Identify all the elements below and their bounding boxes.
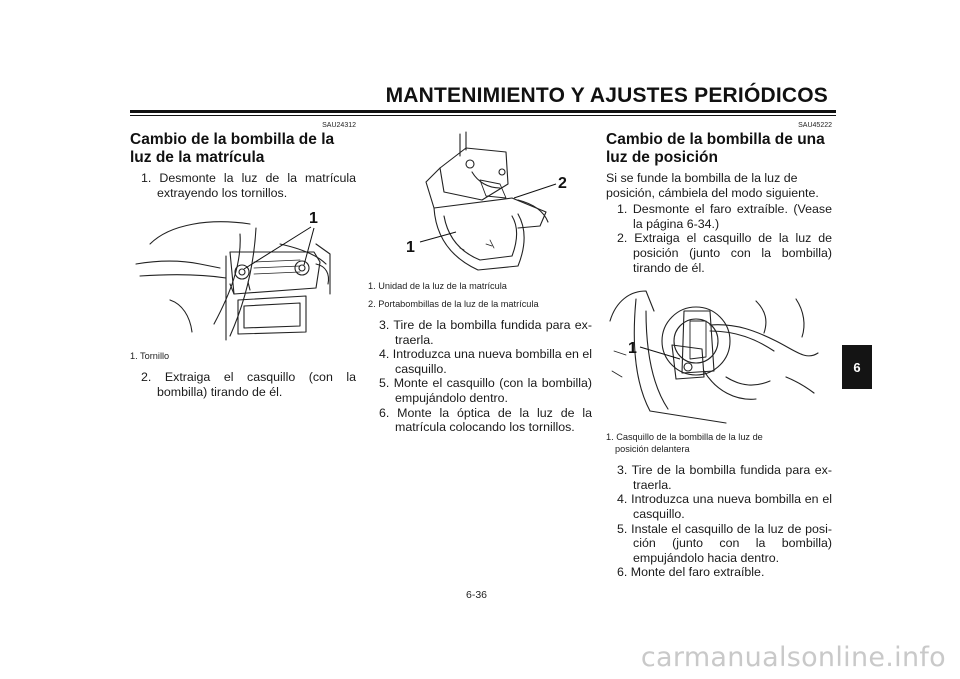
section-title: Cambio de la bombilla de una luz de posición	[606, 131, 825, 166]
watermark: carmanualsonline.info	[640, 642, 946, 673]
license-light-screws-illustration	[130, 204, 356, 354]
figure-caption-line2: posición delantera	[615, 444, 690, 455]
position-light-socket-illustration	[606, 281, 832, 431]
left-column	[130, 122, 356, 399]
section-title: Cambio de la bombilla de la luz de la matrícula	[130, 131, 335, 166]
figure-caption-1: 1. Unidad de la luz de la matrícula	[368, 281, 507, 291]
step-item: 5. Instale el casquillo de la luz de posición (junto con la bombilla) empujándolo hacia dentro.	[617, 521, 832, 565]
figure-callout: 1	[628, 340, 637, 358]
middle-column	[368, 122, 592, 435]
section-code: SAU45222	[798, 122, 832, 129]
steps-list-a	[130, 171, 356, 200]
figure-caption: 1. Tornillo	[130, 351, 170, 362]
step-item: 4. Introduzca una nueva bombilla en el casquillo.	[379, 347, 592, 376]
section-code: SAU24312	[322, 122, 356, 129]
figure-callout-1: 1	[406, 239, 415, 256]
right-column	[606, 122, 832, 580]
figure-caption-2: 2. Portabombillas de la luz de la matrícula	[368, 299, 539, 309]
steps-list	[368, 318, 592, 435]
step-item: 3. Tire de la bombilla fundida para extraerla.	[617, 463, 832, 492]
step-item: 2. Extraiga el casquillo (con la bombilla) tirando de él.	[141, 370, 356, 399]
figure-callout: 1	[309, 210, 318, 228]
header-rule-thick	[130, 110, 836, 113]
steps-list-a	[606, 202, 832, 275]
step-item: 6. Monte del faro extraíble.	[617, 565, 765, 580]
chapter-tab[interactable]: 6	[842, 345, 872, 389]
step-item: 2. Extraiga el casquillo de la luz de posición (junto con la bombilla) tirando de él.	[617, 231, 832, 275]
page-header-title: MANTENIMIENTO Y AJUSTES PERIÓDICOS	[385, 84, 828, 107]
intro-paragraph: Si se funde la bombilla de la luz de posición, cámbiela del modo siguiente.	[606, 171, 819, 200]
step-item: 1. Desmonte la luz de la matrícula extrayendo los tornillos.	[141, 171, 356, 200]
step-item: 4. Introduzca una nueva bombilla en el casquillo.	[617, 492, 832, 521]
step-item: 6. Monte la óptica de la luz de la matrícula colocando los tornillos.	[379, 405, 592, 435]
license-light-unit-illustration	[368, 128, 592, 280]
steps-list-b	[130, 370, 356, 399]
step-item: 1. Desmonte el faro extraíble. (Vease la página 6-34.)	[617, 202, 832, 231]
page-number: 6-36	[466, 589, 488, 601]
figure-caption-line1: 1. Casquillo de la bombilla de la luz de	[606, 432, 763, 443]
step-item: 5. Monte el casquillo (con la bombilla) empujándolo dentro.	[379, 376, 592, 405]
steps-list-b	[606, 463, 832, 580]
figure-callout-2: 2	[558, 175, 567, 192]
step-item: 3. Tire de la bombilla fundida para extraerla.	[379, 318, 592, 347]
header-rule-thin	[130, 115, 836, 116]
